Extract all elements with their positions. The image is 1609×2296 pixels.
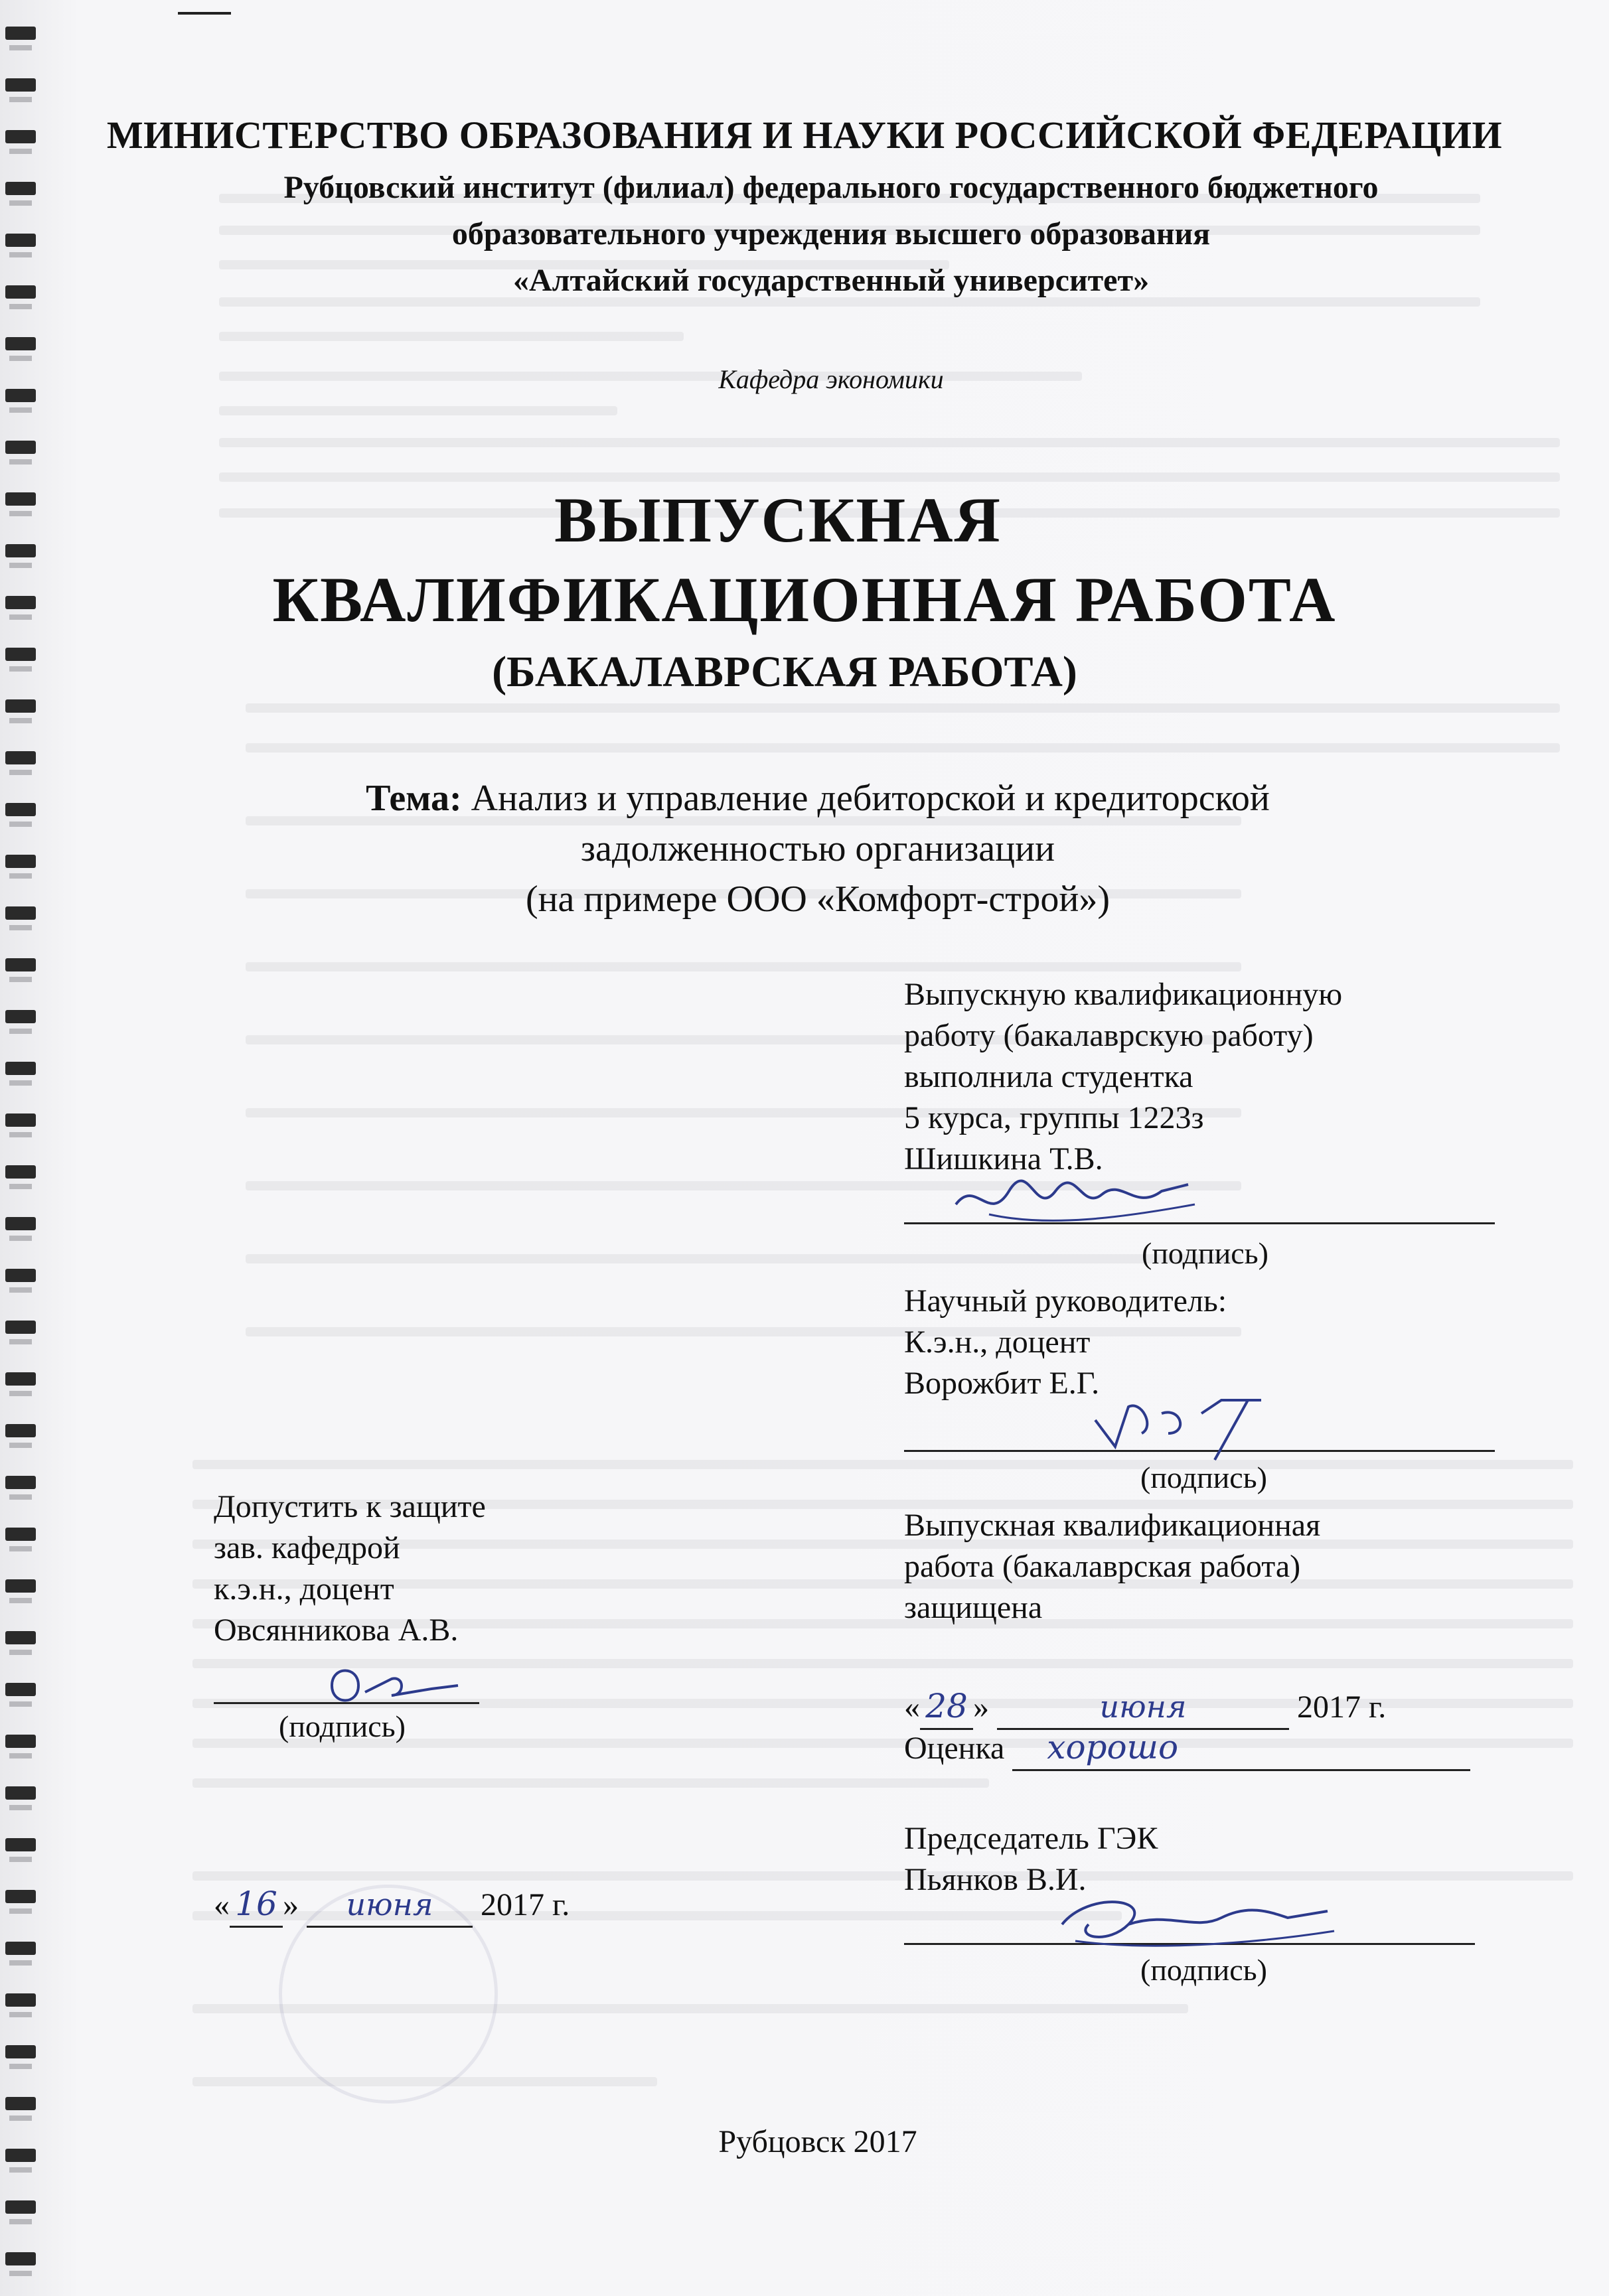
defense-date-month: июня: [1099, 1689, 1187, 1725]
ministry-heading: МИНИСТЕРСТВО ОБРАЗОВАНИЯ И НАУКИ РОССИЙСКОЙ ФЕДЕРАЦИИ: [106, 113, 1503, 157]
supervisor-line-1: Научный руководитель:: [904, 1283, 1227, 1319]
admission-line-3: к.э.н., доцент: [214, 1571, 394, 1607]
binding-hole: [5, 441, 36, 454]
defense-date-year: 2017 г.: [1297, 1689, 1387, 1725]
student-line-2: работу (бакалаврскую работу): [904, 1018, 1314, 1053]
student-signature-caption: (подпись): [1142, 1236, 1268, 1270]
defense-date: [904, 1686, 1386, 1730]
binding-hole: [5, 1321, 36, 1334]
student-line-4: 5 курса, группы 1223з: [904, 1100, 1204, 1135]
binding-hole: [5, 1683, 36, 1696]
committee-signature: [1049, 1885, 1341, 1958]
grade-label: Оценка: [904, 1731, 1005, 1766]
supervisor-name: Ворожбит Е.Г.: [904, 1366, 1100, 1401]
supervisor-signature-caption: (подпись): [1140, 1461, 1267, 1494]
binding-hole: [5, 1217, 36, 1230]
title-line-2: КВАЛИФИКАЦИОННАЯ РАБОТА: [272, 564, 1337, 635]
binding-hole: [5, 2200, 36, 2214]
defense-line-1: Выпускная квалификационная: [904, 1508, 1321, 1543]
committee-chair-name: Пьянков В.И.: [904, 1862, 1087, 1897]
binding-hole: [5, 1942, 36, 1955]
student-line-3: выполнила студентка: [904, 1059, 1193, 1094]
topic-label: Тема:: [366, 778, 462, 819]
binding-hole: [5, 1113, 36, 1127]
binding-hole: [5, 1786, 36, 1800]
institution-line-1: Рубцовский институт (филиал) федерального государственного бюджетного: [283, 170, 1379, 205]
defense-block: [904, 1505, 1320, 1628]
binding-hole: [5, 1838, 36, 1851]
binding-hole: [5, 1010, 36, 1023]
supervisor-block: [904, 1281, 1227, 1404]
institution-name: [27, 165, 1609, 304]
binding-hole: [5, 1269, 36, 1282]
defense-line-2: работа (бакалаврская работа): [904, 1549, 1301, 1584]
topic-line-3: (на примере ООО «Комфорт-строй»): [525, 879, 1111, 920]
top-edge-mark: [178, 12, 231, 15]
binding-hole: [5, 1579, 36, 1593]
binding-hole: [5, 699, 36, 713]
binding-hole: [5, 1372, 36, 1386]
admission-date-year: 2017 г.: [481, 1887, 570, 1922]
admission-signature-caption: (подпись): [279, 1709, 406, 1743]
binding-hole: [5, 1735, 36, 1748]
supervisor-signature: [1089, 1387, 1288, 1467]
binding-hole: [5, 1631, 36, 1644]
binding-hole: [5, 1062, 36, 1075]
admission-date-month: июня: [346, 1887, 433, 1922]
binding-hole: [5, 27, 36, 40]
binding-hole: [5, 337, 36, 350]
binding-hole: [5, 1528, 36, 1541]
binding-hole: [5, 1476, 36, 1489]
institution-line-2: образовательного учреждения высшего образования: [451, 216, 1211, 251]
topic-line-2: задолженностью организации: [580, 828, 1055, 869]
grade-value: хорошо: [1047, 1728, 1179, 1766]
binding-hole: [5, 1424, 36, 1437]
date-quote-close: »: [283, 1887, 299, 1922]
date-quote-open: «: [904, 1689, 920, 1725]
binding-hole: [5, 2097, 36, 2110]
head-of-department-name: Овсянникова А.В.: [214, 1613, 459, 1648]
binding-hole: [5, 78, 36, 92]
date-quote-close: »: [973, 1689, 989, 1725]
city-year: Рубцовск 2017: [718, 2124, 917, 2159]
institution-line-3: «Алтайский государственный университет»: [512, 263, 1150, 298]
student-signature: [949, 1165, 1201, 1238]
admission-block: [214, 1486, 486, 1651]
defense-date-day: 28: [925, 1687, 968, 1725]
binding-hole: [5, 751, 36, 764]
binding-hole: [5, 2045, 36, 2058]
admission-line-2: зав. кафедрой: [214, 1530, 400, 1565]
binding-hole: [5, 2252, 36, 2265]
student-block: [904, 974, 1342, 1180]
title-line-1: ВЫПУСКНАЯ: [554, 484, 1002, 555]
committee-line-1: Председатель ГЭК: [904, 1821, 1158, 1856]
binding-hole: [5, 1993, 36, 2007]
admission-date: [214, 1883, 570, 1928]
topic: [13, 773, 1609, 924]
title-line-3: (БАКАЛАВРСКАЯ РАБОТА): [492, 648, 1077, 696]
department-name: Кафедра экономики: [718, 364, 944, 394]
admission-date-day: 16: [235, 1885, 277, 1923]
supervisor-line-2: К.э.н., доцент: [904, 1325, 1091, 1360]
date-quote-open: «: [214, 1887, 230, 1922]
admission-line-1: Допустить к защите: [214, 1489, 486, 1524]
student-name: Шишкина Т.В.: [904, 1141, 1103, 1177]
grade-row: [904, 1727, 1470, 1771]
binding-hole: [5, 1165, 36, 1179]
binding-hole: [5, 1890, 36, 1903]
topic-line-1: Анализ и управление дебиторской и кредиторской: [471, 778, 1270, 819]
student-line-1: Выпускную квалификационную: [904, 977, 1343, 1012]
defense-line-3: защищена: [904, 1590, 1043, 1625]
binding-hole: [5, 958, 36, 971]
committee-signature-caption: (подпись): [1140, 1953, 1267, 1987]
